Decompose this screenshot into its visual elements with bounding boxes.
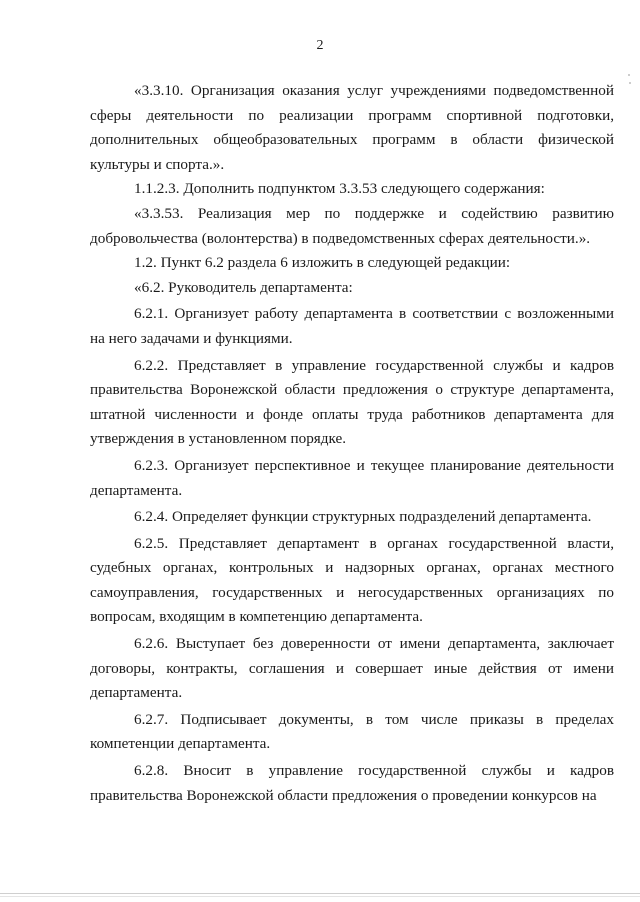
paragraph-1-2: 1.2. Пункт 6.2 раздела 6 изложить в следующей редакции: xyxy=(134,254,511,272)
paragraph-6-2-4: 6.2.4. Определяет функции структурных подразделений департамента. xyxy=(134,508,592,526)
paragraph-1-1-2-3: 1.1.2.3. Дополнить подпунктом 3.3.53 следующего содержания: xyxy=(134,180,545,198)
scan-bottom-edge xyxy=(0,896,640,897)
paragraph-6-2-1: 6.2.1. Организует работу департамента в соответствии с возложенными на него задачами и функциями. xyxy=(90,305,614,347)
page-number: 2 xyxy=(316,38,324,53)
scan-speck xyxy=(628,74,630,76)
paragraph-6-2-5: 6.2.5. Представляет департамент в органах государственной власти, судебных органах, контрольных и надзорных органах, органах местного самоуправления, государственных и негосударственных организациях по вопросам, входящим в компетенцию департамента. xyxy=(90,534,614,626)
paragraph-3-3-10: «3.3.10. Организация оказания услуг учреждениями подведомственной сферы деятельности по реализации программ спортивной подготовки, дополнительных общеобразовательных программ в области физической культуры и спорта.». xyxy=(90,82,614,173)
scan-bottom-edge xyxy=(0,893,640,894)
document-body xyxy=(90,79,614,808)
paragraph-6-2-6: 6.2.6. Выступает без доверенности от имени департамента, заключает договоры, контракты, соглашения и совершает иные действия от имени департамента. xyxy=(90,635,614,702)
scan-speck xyxy=(629,82,631,84)
paragraph-6-2: «6.2. Руководитель департамента: xyxy=(134,278,353,296)
paragraph-6-2-3: 6.2.3. Организует перспективное и текущее планирование деятельности департамента. xyxy=(90,456,614,499)
paragraph-6-2-8: 6.2.8. Вносит в управление государственной службы и кадров правительства Воронежской области предложения о проведении конкурсов на xyxy=(90,762,614,804)
paragraph-3-3-53: «3.3.53. Реализация мер по поддержке и содействию развитию добровольчества (волонтерства) в подведомственных сферах деятельности.». xyxy=(90,204,614,247)
paragraph-6-2-7: 6.2.7. Подписывает документы, в том числе приказы в пределах компетенции департамента. xyxy=(90,710,614,753)
paragraph-6-2-2: 6.2.2. Представляет в управление государственной службы и кадров правительства Воронежской области предложения о структуре департамента, штатной численности и фонде оплаты труда работников департамента для утверждения в установленном порядке. xyxy=(90,356,614,448)
